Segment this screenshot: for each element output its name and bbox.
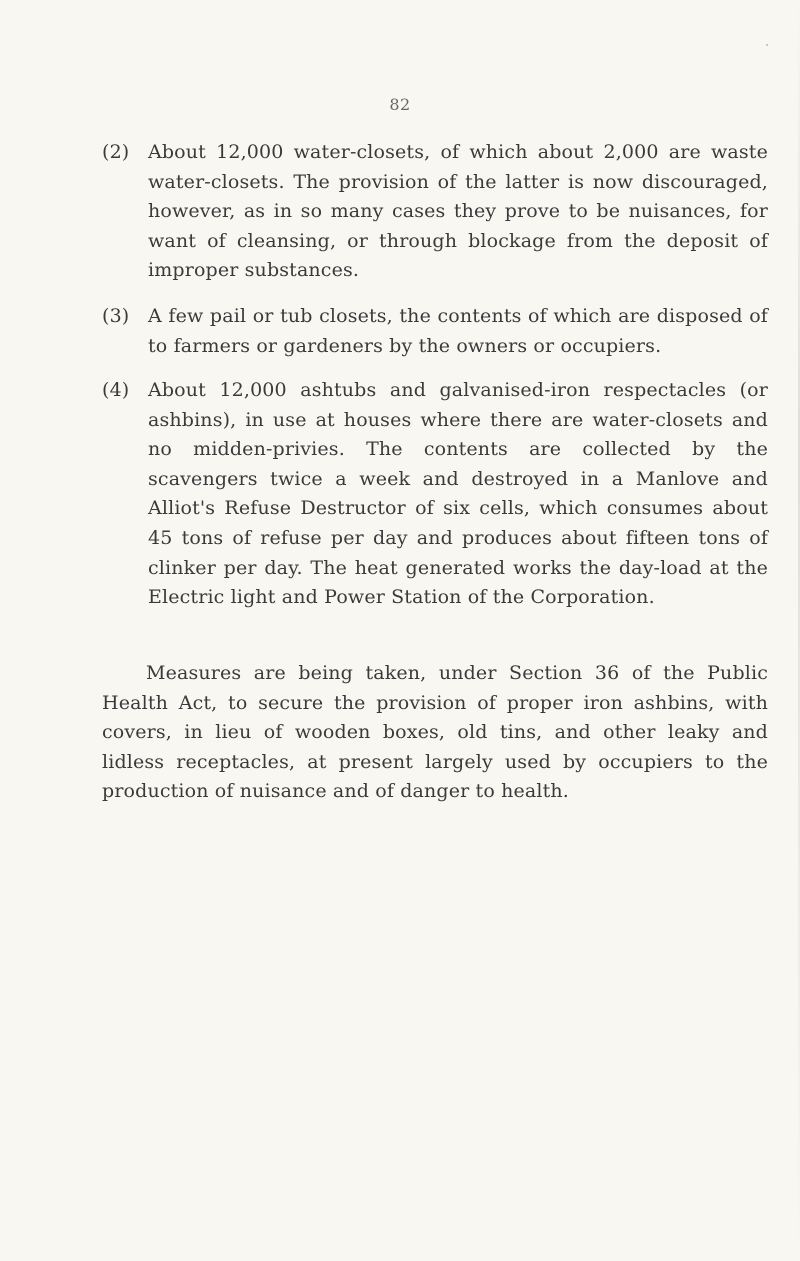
item-number: (4) <box>102 379 130 401</box>
item-text: About 12,000 water-closets, of which about 2,000 are waste water-closets. The provision of the latter is now discouraged, however, as in so many cases they prove to be nuisances, for want of cleansing, or through blockage from the deposit of improper substances. <box>148 141 768 282</box>
body-paragraph: Measures are being taken, under Section 36 of the Public Health Act, to secure the provision of proper iron ashbins, with covers, in lieu of wooden boxes, old tins, and other leaky and lidless receptacles, at present largely used by occupiers to the production of nuisance and of danger to health. <box>102 662 768 803</box>
item-number: (2) <box>102 141 130 163</box>
list-item <box>102 138 768 286</box>
item-text: About 12,000 ashtubs and galvanised-iron respectacles (or ashbins), in use at houses where there are water-closets and no midden-privies. The contents are collected by the scavengers twice a week and destroyed in a Manlove and Alliot's Refuse Destructor of six cells, which consumes about 45 tons of refuse per day and produces about fifteen tons of clinker per day. The heat generated works the day-load at the Electric light and Power Station of the Corporation. <box>148 379 768 609</box>
paper-speck <box>766 44 768 46</box>
page-number: 82 <box>389 95 411 114</box>
item-number: (3) <box>102 305 130 327</box>
list-item <box>102 376 768 613</box>
item-text: A few pail or tub closets, the contents of which are disposed of to farmers or gardeners by the owners or occupiers. <box>148 305 768 357</box>
list-item <box>102 302 768 361</box>
